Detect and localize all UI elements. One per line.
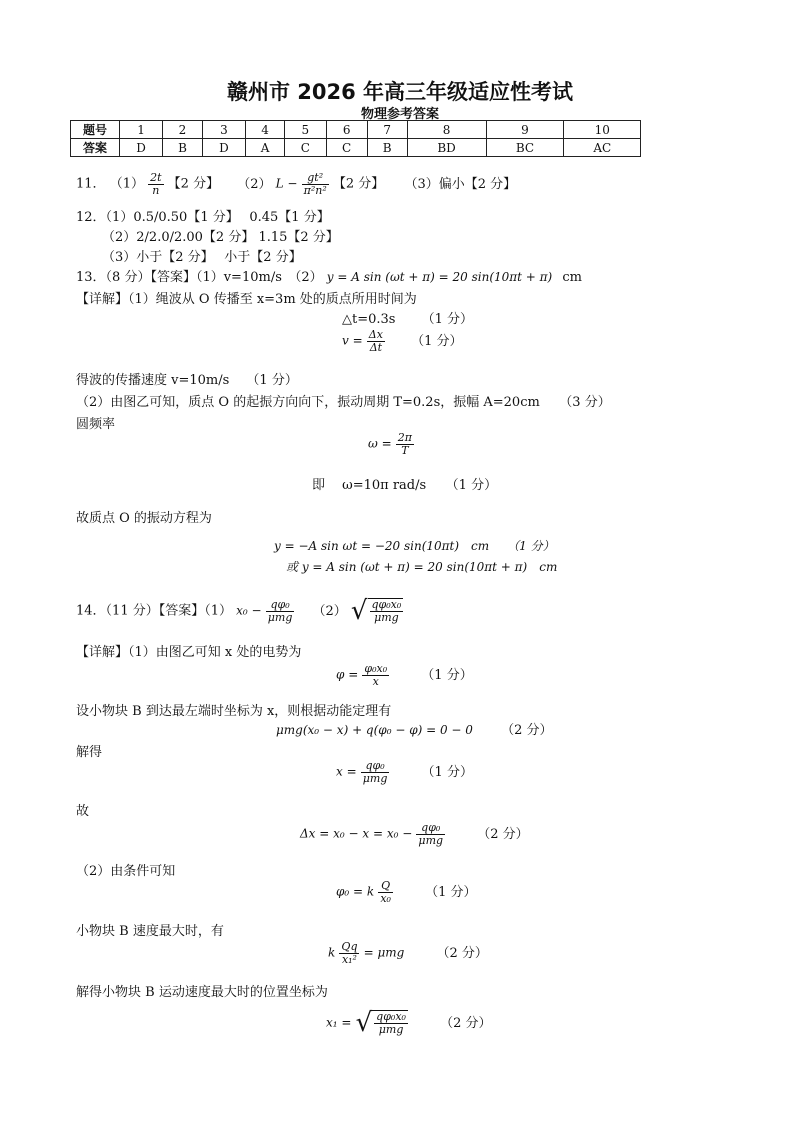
answer-table bbox=[70, 120, 641, 157]
table-cell: 3 bbox=[202, 121, 245, 139]
q11-line bbox=[76, 172, 516, 196]
q14-solve-label: 解得 bbox=[76, 745, 103, 760]
force-fraction bbox=[339, 941, 359, 965]
fraction-numerator: qφ₀x₀ bbox=[371, 598, 402, 612]
fraction-numerator: qφ₀x₀ bbox=[376, 1010, 406, 1024]
page-subtitle: 物理参考答案 bbox=[360, 107, 439, 122]
table-cell: D bbox=[120, 139, 163, 157]
q12-line-2: （2）2/2.0/2.00【2 分】 1.15【2 分】 bbox=[102, 230, 339, 245]
q14-force-formula bbox=[328, 941, 488, 965]
formula-lhs: k bbox=[328, 945, 336, 960]
omega-fraction bbox=[396, 432, 414, 456]
fraction-numerator: Δx bbox=[368, 328, 383, 341]
phi0-fraction bbox=[378, 880, 393, 904]
formula-score: （1 分） bbox=[425, 884, 477, 900]
table-header-cell: 答案 bbox=[71, 139, 120, 157]
q13-equation-1: y = −A sin ωt = −20 sin(10πt) cm （1 分） bbox=[274, 539, 555, 553]
q11-part2-fraction bbox=[302, 172, 329, 196]
formula-lhs: x = bbox=[336, 764, 357, 779]
q13-omega-value: 即 ω=10π rad/s （1 分） bbox=[312, 478, 498, 493]
formula-lhs: x₁ = bbox=[326, 1015, 352, 1030]
page-title: 赣州市 2026 年高三年级适应性考试 bbox=[226, 80, 574, 104]
q11-part2-label: （2） bbox=[237, 176, 272, 192]
speed-fraction bbox=[367, 329, 385, 353]
q13-wave-unit: cm bbox=[562, 270, 582, 285]
answer-table-answer-row bbox=[71, 139, 641, 157]
q12-line-1: 12．（1）0.5/0.50【1 分】 0.45【1 分】 bbox=[76, 210, 330, 225]
energy-formula: μmg(x₀ − x) + q(φ₀ − φ) = 0 − 0 bbox=[276, 723, 473, 737]
fraction-denominator: μmg bbox=[374, 611, 399, 624]
q14-hence-label: 故 bbox=[76, 804, 90, 819]
q11-part3: （3）偏小【2 分】 bbox=[404, 176, 517, 192]
q13-speed-result: 得波的传播速度 v=10m/s （1 分） bbox=[76, 373, 298, 388]
q14-potential-formula bbox=[336, 663, 473, 687]
q13-time-score: （1 分） bbox=[421, 312, 474, 327]
q14-x-formula bbox=[336, 760, 473, 784]
fraction-numerator: gt² bbox=[302, 172, 329, 185]
q11-part1-fraction bbox=[148, 172, 163, 196]
potential-fraction bbox=[362, 663, 389, 687]
table-cell: BC bbox=[486, 139, 564, 157]
q11-part2-prefix: L − bbox=[275, 176, 298, 191]
table-cell: 9 bbox=[486, 121, 564, 139]
q14-answer-label: 14．（11 分）【答案】（1） bbox=[76, 603, 232, 619]
x1-fraction bbox=[374, 1011, 408, 1035]
q14-part2-label: （2）由条件可知 bbox=[76, 864, 176, 879]
q14-ans1-fraction bbox=[266, 599, 295, 623]
sqrt-icon: √ bbox=[350, 596, 368, 626]
formula-score: （2 分） bbox=[436, 945, 488, 961]
fraction-numerator: 2t bbox=[150, 171, 162, 184]
x-fraction bbox=[361, 760, 390, 784]
table-cell: AC bbox=[564, 139, 641, 157]
formula-lhs: φ₀ = k bbox=[336, 884, 375, 899]
fraction-denominator: μmg bbox=[418, 833, 444, 847]
x1-radicand bbox=[372, 1010, 408, 1035]
fraction-denominator: n bbox=[152, 183, 160, 197]
formula-score: （2 分） bbox=[477, 826, 529, 842]
fraction-denominator: Δt bbox=[369, 340, 383, 354]
fraction-denominator: π²n² bbox=[303, 183, 327, 197]
fraction-numerator: qφ₀ bbox=[416, 822, 445, 835]
table-cell: 2 bbox=[163, 121, 203, 139]
fraction-denominator: T bbox=[401, 443, 409, 457]
q14-x1-formula bbox=[326, 1008, 492, 1038]
q13-omega-formula bbox=[368, 432, 414, 456]
q14-ans2-fraction bbox=[370, 599, 404, 623]
q11-part1-score: 【2 分】 bbox=[167, 176, 220, 192]
fraction-numerator: qφ₀ bbox=[361, 760, 390, 773]
fraction-denominator: μmg bbox=[267, 610, 293, 624]
fraction-denominator: x₀ bbox=[380, 891, 391, 905]
formula-score: （1 分） bbox=[421, 667, 473, 683]
table-cell: BD bbox=[407, 139, 486, 157]
q14-dx-formula bbox=[300, 822, 529, 846]
q13-equation-2: 或 y = A sin (ωt + π) = 20 sin(10πt + π) cm bbox=[286, 560, 558, 574]
q13-time-line bbox=[342, 308, 473, 327]
table-cell: 6 bbox=[326, 121, 367, 139]
formula-lhs: ω = bbox=[368, 436, 392, 451]
q13-part2: （2）由图乙可知，质点 O 的起振方向向下，振动周期 T=0.2s，振幅 A=20cm （3 分） bbox=[76, 395, 611, 410]
table-header-cell: 题号 bbox=[71, 121, 120, 139]
q11-number: 11． bbox=[76, 176, 106, 192]
formula-score: （1 分） bbox=[421, 764, 473, 780]
dx-fraction bbox=[416, 822, 445, 846]
fraction-numerator: φ₀x₀ bbox=[364, 662, 388, 675]
q13-conclusion: 故质点 O 的振动方程为 bbox=[76, 511, 212, 526]
formula-lhs: v = bbox=[342, 333, 363, 348]
fraction-numerator: Q bbox=[378, 880, 393, 893]
q14-ans1-prefix: x₀ − bbox=[236, 603, 262, 618]
table-cell: 1 bbox=[120, 121, 163, 139]
q14-detail-1: 【详解】（1）由图乙可知 x 处的电势为 bbox=[76, 645, 302, 660]
q13-detail-1: 【详解】（1）绳波从 O 传播至 x=3m 处的质点所用时间为 bbox=[76, 292, 417, 307]
table-cell: 5 bbox=[285, 121, 326, 139]
q14-ans2-radicand bbox=[368, 598, 404, 623]
table-cell: 7 bbox=[367, 121, 407, 139]
q14-phi0-formula bbox=[336, 880, 476, 904]
answer-table-number-row bbox=[71, 121, 641, 139]
fraction-denominator: x₁² bbox=[341, 952, 357, 966]
q13-wave-equation: y = A sin (ωt + π) = 20 sin(10πt + π) bbox=[326, 270, 553, 284]
table-cell: 10 bbox=[564, 121, 641, 139]
q14-vmax-label: 小物块 B 速度最大时，有 bbox=[76, 924, 224, 939]
q14-setup: 设小物块 B 到达最左端时坐标为 x，则根据动能定理有 bbox=[76, 704, 392, 719]
q13-time: △t=0.3s bbox=[342, 312, 396, 327]
table-cell: A bbox=[246, 139, 285, 157]
fraction-denominator: x bbox=[372, 674, 379, 688]
table-cell: B bbox=[163, 139, 203, 157]
q11-part2-score: 【2 分】 bbox=[332, 176, 385, 192]
formula-score: （2 分） bbox=[501, 723, 553, 738]
table-cell: C bbox=[326, 139, 367, 157]
table-cell: C bbox=[285, 139, 326, 157]
table-cell: B bbox=[367, 139, 407, 157]
fraction-numerator: Qq bbox=[341, 940, 358, 953]
q14-position-label: 解得小物块 B 运动速度最大时的位置坐标为 bbox=[76, 985, 328, 1000]
formula-lhs: Δx = x₀ − x = x₀ − bbox=[300, 826, 413, 841]
fraction-denominator: μmg bbox=[362, 771, 388, 785]
q14-ans2-label: （2） bbox=[312, 603, 347, 619]
table-cell: 4 bbox=[246, 121, 285, 139]
q14-energy-equation bbox=[276, 719, 552, 738]
table-cell: 8 bbox=[407, 121, 486, 139]
q12-line-3: （3）小于【2 分】 小于【2 分】 bbox=[102, 250, 302, 265]
formula-score: （2 分） bbox=[440, 1015, 492, 1031]
q13-answer-label: 13．（8 分）【答案】（1）v=10m/s （2） bbox=[76, 270, 323, 285]
fraction-numerator: qφ₀ bbox=[266, 599, 295, 612]
sqrt-icon: √ bbox=[355, 1008, 373, 1038]
formula-score: （1 分） bbox=[411, 333, 463, 349]
q11-part1-label: （1） bbox=[109, 176, 144, 192]
fraction-numerator: 2π bbox=[397, 431, 413, 444]
q14-header bbox=[76, 596, 403, 626]
q13-omega-label: 圆频率 bbox=[76, 417, 116, 432]
formula-rhs: = μmg bbox=[363, 945, 405, 960]
q13-speed-formula bbox=[342, 329, 463, 353]
formula-lhs: φ = bbox=[336, 667, 359, 682]
fraction-denominator: μmg bbox=[378, 1023, 404, 1036]
table-cell: D bbox=[202, 139, 245, 157]
q13-header bbox=[76, 266, 582, 285]
